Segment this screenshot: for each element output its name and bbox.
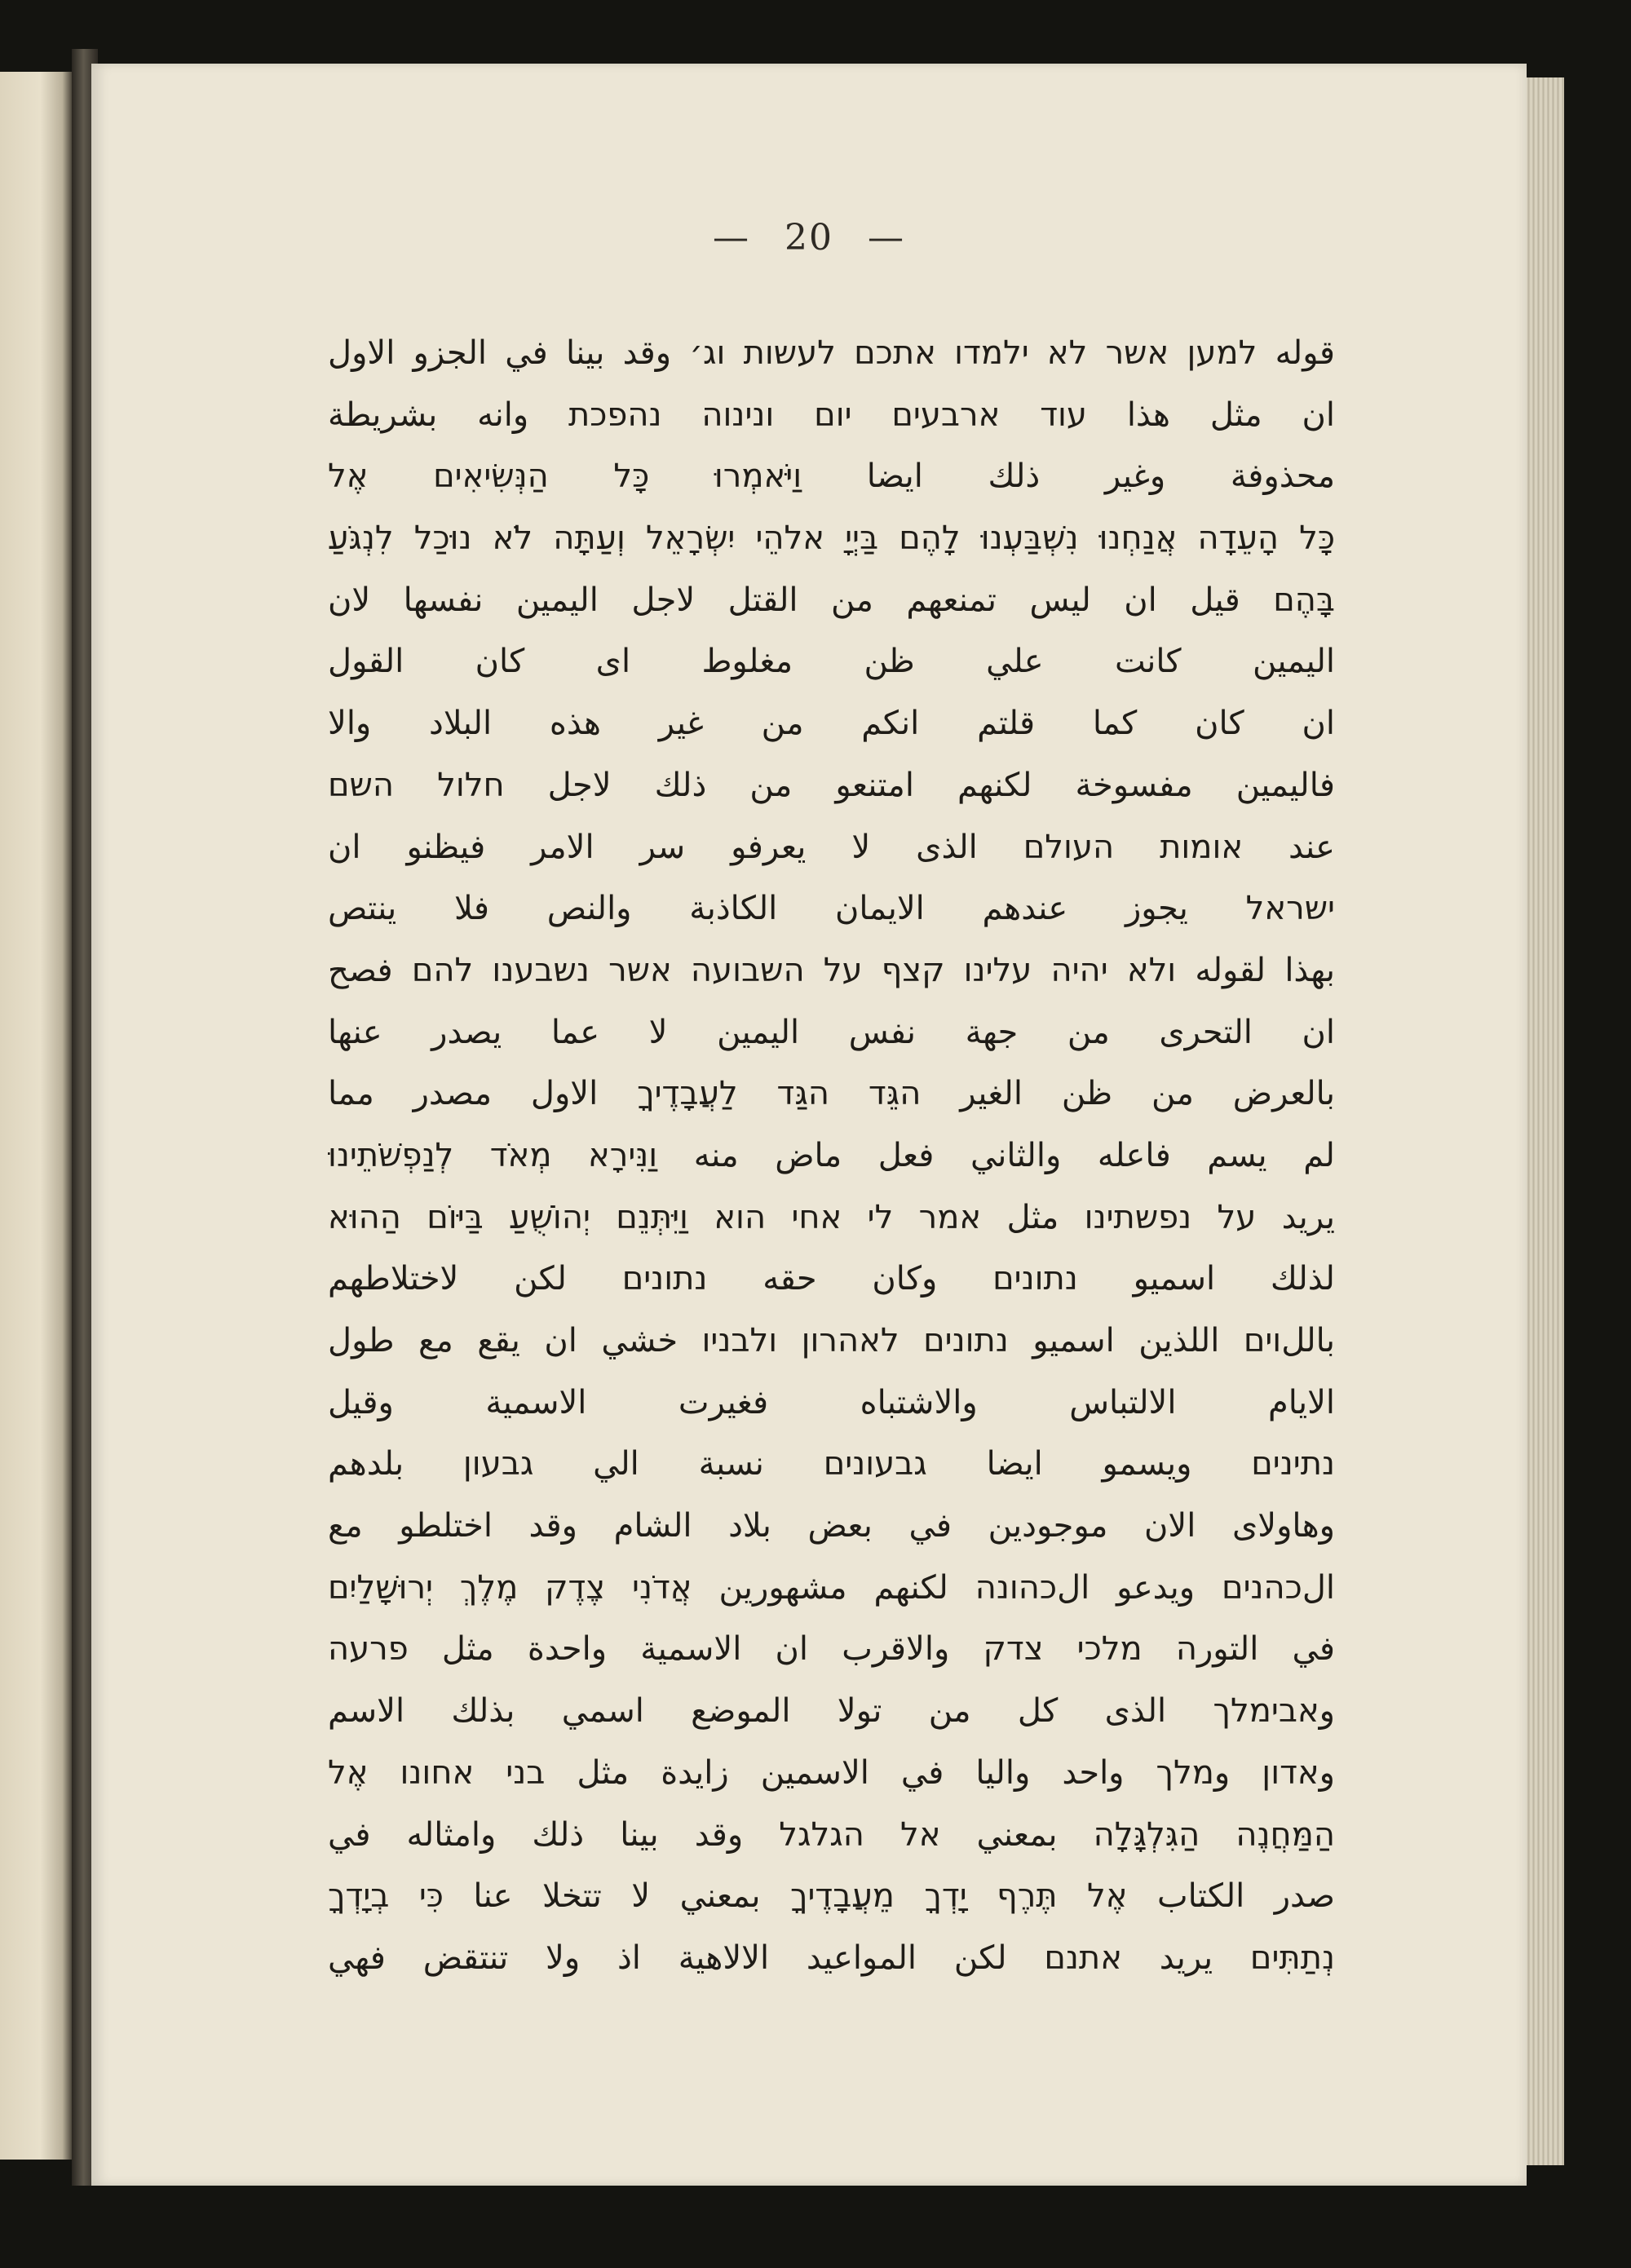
text-line: נְתַתִּים يريد אתנם لكن المواعيد الالاهية اذ ولا تنتقض فهي — [328, 1939, 1335, 1977]
text-line: הַמַּחֲנֶה הַגִּלְגָּלָה بمعني אל הגלגל وقد بينا ذلك وامثاله في — [328, 1815, 1335, 1854]
text-line: وאדון وמלך واحد واليا في الاسمين زايدة مثل בני אחונו אֶל — [328, 1753, 1335, 1792]
book-page — [91, 64, 1527, 2186]
text-line: وهاولاى الان موجودين في بعض بلاد الشام وقد اختلطو مع — [328, 1507, 1335, 1545]
text-line: وאבימלך الذى كل من تولا الموضع اسمي بذلك الاسم — [328, 1692, 1335, 1731]
text-line: يريد על נפשתינו مثل אמר לי אחי הוא וַיִּתְּנֵם יְהוֹשֻׁעַ בַּיּוֹם הַהוּא — [328, 1198, 1335, 1236]
text-line: لم يسم فاعله والثاني فعل ماض منه וַנִּירָא מְאֹד לְנַפְשֹׁתֵינוּ — [328, 1136, 1335, 1174]
body-text — [328, 323, 1335, 1990]
text-line: כָּל הָעֵדָה אֲנַחְנוּ נִשְׁבַּעְנוּ לָהֶם בַּיְיָ אלהֵי יִשְׂרָאֵל וְעַתָּה לֹא נוּכַל לִנְגֹּעַ — [328, 519, 1335, 558]
left-page-edge — [0, 72, 73, 2160]
text-line: ان كان كما قلتم انكم من غير هذه البلاد والا — [328, 705, 1335, 743]
text-line: بالعرض من ظن الغير הגֵּד הגַּד לַעֲבָדֶיךָ الاول مصدر مما — [328, 1075, 1335, 1113]
text-line: الכהנים ويدعو الכהונה لكنهم مشهورين אֲדֹנִי צֶדֶק מֶלֶךְ יְרוּשָׁלַיִם — [328, 1568, 1335, 1607]
text-line: فاليمين مفسوخة لكنهم امتنعو من ذلك لاجل חלול השם — [328, 766, 1335, 804]
text-line: صدر الكتاب אֶל תֶּרֶף יָדְךָ מֵעֲבָדֶיךָ بمعني لا تتخلا عنا כִּי בְיָדְךָ — [328, 1877, 1335, 1916]
text-line: ان التحرى من جهة نفس اليمين لا عما يصدر عنها — [328, 1013, 1335, 1051]
text-line: بهذا لقوله ולא יהיה עלינו קצף על השבועה אשר נשבענו להם فصح — [328, 951, 1335, 989]
text-line: محذوفة وغير ذلك ايضا וַיֹּאמְרוּ כָּל הַנְּשִׂיאִים אֶל — [328, 458, 1335, 496]
page-number — [91, 217, 1527, 259]
text-line: ان مثل هذا עוד ארבעים יום ונינוה נהפכת وانه بشريطة — [328, 396, 1335, 434]
text-line: اليمين كانت علي ظن مغلوط اى كان القول — [328, 643, 1335, 681]
text-line: قوله למען אשר לא ילמדו אתכם לעשות וג׳ وقد بينا في الجزو الاول — [328, 334, 1335, 372]
page-number-dash-right: — — [868, 217, 905, 259]
text-line: عند אומות העולם الذى لا يعرفو سر الامر فيظنو ان — [328, 828, 1335, 866]
text-line: ישראל يجوز عندهم الايمان الكاذبة والنص فلا ينتص — [328, 890, 1335, 928]
text-line: בָּהֶם قيل ان ليس تمنعهم من القتل لاجل اليمين نفسها لان — [328, 581, 1335, 619]
text-line: باللוים اللذين اسميو נתונים לאהרון ולבניו خشي ان يقع مع طول — [328, 1322, 1335, 1359]
text-line: נתינים ويسمو ايضا גבעונים نسبة الي גבעון بلدهم — [328, 1445, 1335, 1483]
text-line: في التورה מלכי צדק والاقرب ان الاسمية واحدة مثل פרעה — [328, 1630, 1335, 1669]
text-line: الايام الالتباس والاشتباه فغيرت الاسمية وقيل — [328, 1383, 1335, 1421]
page-number-dash-left: — — [713, 217, 750, 259]
text-line: لذلك اسميو נתונים وكان حقه נתונים لكن لاختلاطهم — [328, 1260, 1335, 1298]
page-number-value: 20 — [785, 217, 833, 259]
